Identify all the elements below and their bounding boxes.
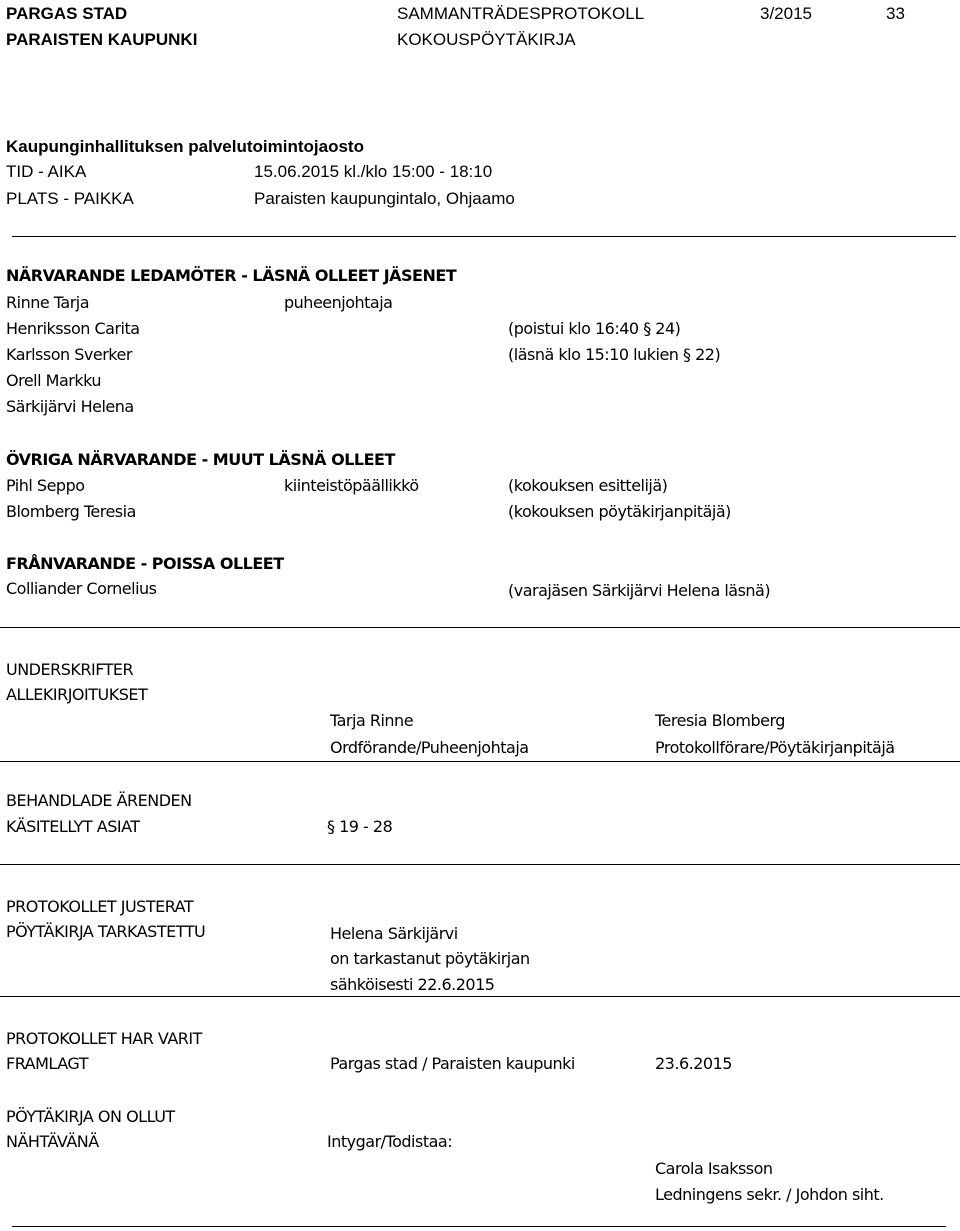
matters-label-sv: BEHANDLADE ÄRENDEN xyxy=(6,791,192,810)
footer-line xyxy=(12,1226,946,1227)
section-divider xyxy=(0,996,960,997)
chair-title: Ordförande/Puheenjohtaja xyxy=(330,738,529,757)
signer-name: Carola Isaksson xyxy=(655,1159,773,1178)
page-number: 33 xyxy=(886,4,905,23)
time-label: TID - AIKA xyxy=(6,162,87,181)
checked-label-sv: PROTOKOLLET JUSTERAT xyxy=(6,897,194,916)
section-divider xyxy=(0,761,960,762)
org-name-sv: PARGAS STAD xyxy=(6,4,128,23)
public-label-2: NÄHTÄVÄNÄ xyxy=(6,1132,99,1151)
absent-name: Colliander Cornelius xyxy=(6,579,157,598)
member-name: Särkijärvi Helena xyxy=(6,397,134,416)
others-heading: ÖVRIGA NÄRVARANDE - MUUT LÄSNÄ OLLEET xyxy=(6,450,395,469)
public-label-1: PÖYTÄKIRJA ON OLLUT xyxy=(6,1107,175,1126)
time-value: 15.06.2015 kl./klo 15:00 - 18:10 xyxy=(254,162,493,181)
absent-note: (varajäsen Särkijärvi Helena läsnä) xyxy=(508,581,771,600)
certify-label: Intygar/Todistaa: xyxy=(327,1132,453,1151)
org-name-fi: PARAISTEN KAUPUNKI xyxy=(6,30,198,49)
other-name: Pihl Seppo xyxy=(6,476,85,495)
member-name: Henriksson Carita xyxy=(6,319,140,338)
separator-line xyxy=(12,236,956,237)
displayed-label-2: FRAMLAGT xyxy=(6,1054,88,1073)
matters-label-fi: KÄSITELLYT ASIAT xyxy=(6,817,140,836)
signer-title: Ledningens sekr. / Johdon siht. xyxy=(655,1185,884,1204)
checked-line: sähköisesti 22.6.2015 xyxy=(330,975,495,994)
other-note: (kokouksen pöytäkirjanpitäjä) xyxy=(508,502,731,521)
doc-type-fi: KOKOUSPÖYTÄKIRJA xyxy=(397,30,576,49)
member-name: Orell Markku xyxy=(6,371,102,390)
displayed-label-1: PROTOKOLLET HAR VARIT xyxy=(6,1029,202,1048)
secretary-name: Teresia Blomberg xyxy=(655,711,785,730)
other-name: Blomberg Teresia xyxy=(6,502,136,521)
section-divider xyxy=(0,864,960,865)
member-name: Karlsson Sverker xyxy=(6,345,132,364)
section-divider xyxy=(0,627,960,628)
checked-line: on tarkastanut pöytäkirjan xyxy=(330,949,530,968)
chair-name: Tarja Rinne xyxy=(330,711,414,730)
signatures-label-sv: UNDERSKRIFTER xyxy=(6,660,134,679)
other-note: (kokouksen esittelijä) xyxy=(508,476,668,495)
other-role: kiinteistöpäällikkö xyxy=(284,476,419,495)
checked-line: Helena Särkijärvi xyxy=(330,924,458,943)
checked-label-fi: PÖYTÄKIRJA TARKASTETTU xyxy=(6,922,206,941)
member-note: (läsnä klo 15:10 lukien § 22) xyxy=(508,345,721,364)
member-name: Rinne Tarja xyxy=(6,293,90,312)
displayed-date: 23.6.2015 xyxy=(655,1054,732,1073)
displayed-place: Pargas stad / Paraisten kaupunki xyxy=(330,1054,575,1073)
place-value: Paraisten kaupungintalo, Ohjaamo xyxy=(254,189,515,208)
secretary-title: Protokollförare/Pöytäkirjanpitäjä xyxy=(655,738,895,757)
doc-number: 3/2015 xyxy=(760,4,812,23)
member-note: (poistui klo 16:40 § 24) xyxy=(508,319,681,338)
absent-heading: FRÅNVARANDE - POISSA OLLEET xyxy=(6,554,284,573)
member-role: puheenjohtaja xyxy=(284,293,393,312)
matters-value: § 19 - 28 xyxy=(327,817,393,836)
place-label: PLATS - PAIKKA xyxy=(6,189,134,208)
members-heading: NÄRVARANDE LEDAMÖTER - LÄSNÄ OLLEET JÄSENET xyxy=(6,266,457,285)
meeting-body: Kaupunginhallituksen palvelutoimintojaosto xyxy=(6,137,364,156)
signatures-label-fi: ALLEKIRJOITUKSET xyxy=(6,685,148,704)
doc-type-sv: SAMMANTRÄDESPROTOKOLL xyxy=(397,4,645,23)
